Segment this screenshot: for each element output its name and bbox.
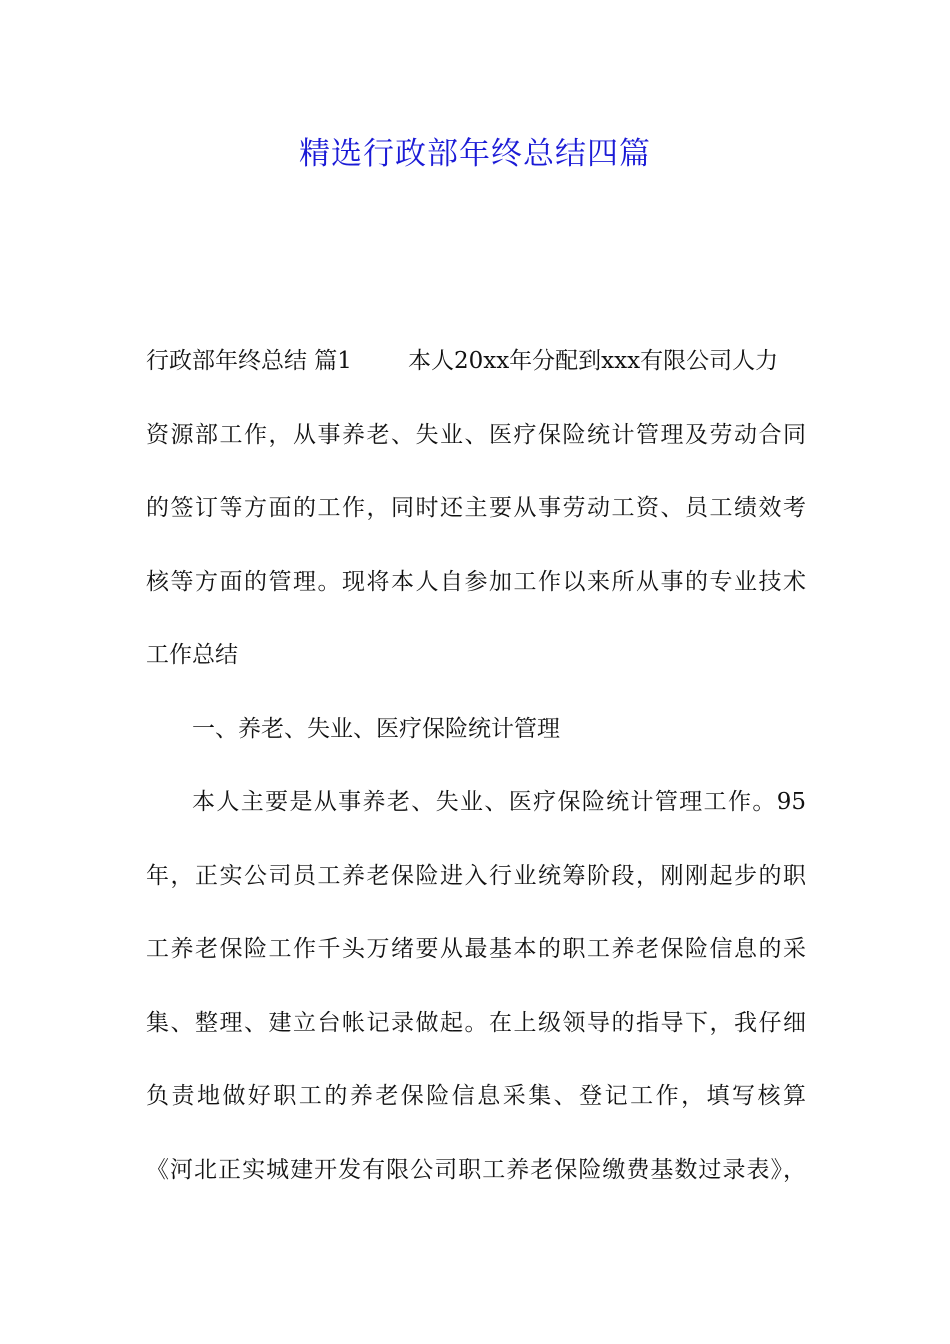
section-heading-part-1: 行政部年终总结 篇1	[146, 348, 352, 374]
paragraph-2-line-4: 集、整理、建立台帐记录做起。在上级领导的指导下，我仔细	[146, 1009, 806, 1036]
document-title: 精选行政部年终总结四篇	[299, 136, 651, 172]
section-1-heading: 一、养老、失业、医疗保险统计管理	[192, 715, 560, 742]
paragraph-1-line-3: 的签订等方面的工作，同时还主要从事劳动工资、员工绩效考	[146, 495, 806, 521]
paragraph-1-line-2: 资源部工作，从事养老、失业、医疗保险统计管理及劳动合同	[146, 421, 806, 448]
paragraph-1-line-5: 工作总结	[146, 642, 238, 668]
paragraph-2-line-5: 负责地做好职工的养老保险信息采集、登记工作，填写核算	[146, 1083, 806, 1109]
paragraph-2-line-3: 工养老保险工作千头万绪要从最基本的职工养老保险信息的采	[146, 936, 806, 962]
paragraph-2-line-6: 《河北正实城建开发有限公司职工养老保险缴费基数过录表》，	[146, 1156, 806, 1183]
paragraph-1-line-1	[146, 325, 806, 399]
document-body	[146, 325, 806, 1207]
paragraph-1-text: 本人20xx年分配到xxx有限公司人力	[407, 348, 779, 374]
paragraph-2-line-1: 本人主要是从事养老、失业、医疗保险统计管理工作。95	[192, 789, 806, 815]
paragraph-1-line-4: 核等方面的管理。现将本人自参加工作以来所从事的专业技术	[146, 568, 806, 595]
paragraph-2-line-2: 年，正实公司员工养老保险进入行业统筹阶段，刚刚起步的职	[146, 862, 806, 889]
